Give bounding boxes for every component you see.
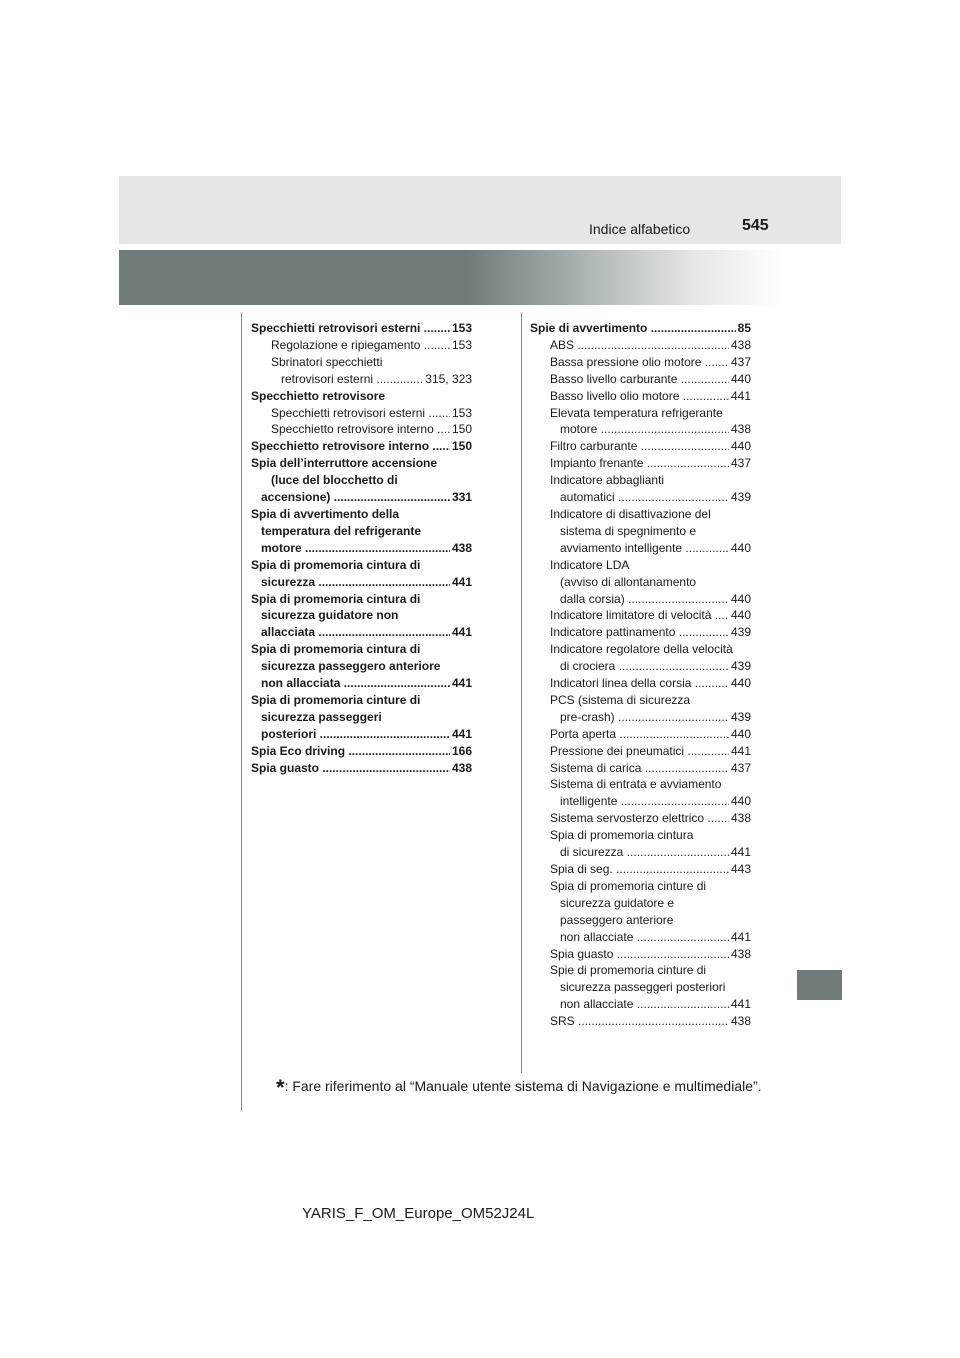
index-entry-text: avviamento intelligente <box>560 540 683 555</box>
index-entry-page: 439 <box>730 490 751 505</box>
index-entry <box>251 354 472 371</box>
index-entry-text: Spia di promemoria cintura <box>550 828 694 843</box>
index-entry-page: 438 <box>730 337 751 352</box>
index-entry <box>251 557 472 574</box>
index-entry <box>530 455 751 472</box>
index-entry-page: 441 <box>730 845 751 860</box>
index-entry-text: posteriori <box>261 726 317 741</box>
index-entry <box>530 421 751 438</box>
index-entry-text: Impianto frenante <box>550 456 644 471</box>
index-entry <box>530 895 751 912</box>
index-entry-text: Filtro carburante <box>550 439 638 454</box>
index-entry-text: sistema di spegnimento e <box>560 523 697 538</box>
index-entry-text: Sistema di entrata e avviamento <box>550 777 722 792</box>
index-entry <box>530 979 751 996</box>
index-entry-text: dalla corsia) <box>560 591 625 606</box>
index-entry-text: Sistema di carica <box>550 760 642 775</box>
index-entry <box>530 912 751 929</box>
index-entry <box>530 675 751 692</box>
index-entry <box>530 388 751 405</box>
index-entry <box>530 827 751 844</box>
column-divider <box>521 313 522 1073</box>
index-entry-text: SRS <box>550 1014 575 1029</box>
index-entry-text: (avviso di allontanamento <box>560 574 697 589</box>
index-entry <box>251 607 472 624</box>
index-entry <box>530 624 751 641</box>
index-entry-text: motore <box>261 540 302 555</box>
index-entry <box>530 878 751 895</box>
index-entry <box>251 692 472 709</box>
index-entry-page: 441 <box>730 388 751 403</box>
index-entry <box>530 1013 751 1030</box>
index-entry <box>530 540 751 557</box>
index-entry <box>251 472 472 489</box>
index-entry <box>530 320 751 337</box>
index-entry <box>530 574 751 591</box>
index-entry-text: Regolazione e ripiegamento <box>271 337 421 352</box>
index-entry-text: Indicatore regolatore della velocità <box>550 642 733 657</box>
index-entry-text: sicurezza passeggeri posteriori <box>560 980 726 995</box>
index-entry-text: accensione) <box>261 490 331 505</box>
index-entry-page: 438 <box>730 422 751 437</box>
index-entry <box>251 591 472 608</box>
index-entry-text: non allacciate <box>560 997 634 1012</box>
index-entry-page: 153 <box>451 321 472 335</box>
index-entry-text: sicurezza <box>261 574 316 589</box>
index-entry-page: 441 <box>451 676 472 691</box>
index-entry <box>530 557 751 574</box>
index-entry-page: 437 <box>730 760 751 775</box>
index-entry <box>530 996 751 1013</box>
index-entry <box>251 506 472 523</box>
index-entry-text: non allacciate <box>560 929 634 944</box>
index-column-left <box>251 320 472 776</box>
index-entry <box>530 929 751 946</box>
index-entry-page: 439 <box>730 625 751 640</box>
index-entry-page: 440 <box>730 726 751 741</box>
index-entry <box>530 776 751 793</box>
index-entry <box>530 709 751 726</box>
index-entry-page: 439 <box>730 659 751 674</box>
index-entry-text: Pressione dei pneumatici <box>550 743 685 758</box>
index-entry-page: 440 <box>730 439 751 454</box>
index-entry-text: di sicurezza <box>560 845 624 860</box>
index-entry-page: 440 <box>730 794 751 809</box>
index-entry-text: Basso livello carburante <box>550 371 678 386</box>
index-entry-text: intelligente <box>560 794 618 809</box>
index-entry-text: Spia Eco driving <box>251 743 346 758</box>
index-entry <box>530 472 751 489</box>
index-entry-text: Sbrinatori specchietti <box>271 354 383 369</box>
index-entry-text: non allacciata <box>261 676 341 691</box>
index-entry-page: 441 <box>451 574 472 589</box>
index-entry <box>251 438 472 455</box>
index-entry-text: Bassa pressione olio motore <box>550 354 702 369</box>
index-entry-text: Indicatore LDA <box>550 557 630 572</box>
index-entry <box>251 675 472 692</box>
index-entry-text: PCS (sistema di sicurezza <box>550 692 691 707</box>
index-entry-text: Specchietti retrovisori esterni <box>251 321 421 335</box>
left-margin-rule <box>241 313 242 1111</box>
index-entry <box>530 354 751 371</box>
index-entry-text: sicurezza passeggeri <box>261 709 382 724</box>
index-entry-text: Spia dell’interruttore accensione <box>251 456 438 471</box>
index-entry <box>251 455 472 472</box>
index-entry-text: Spia di seg. <box>550 862 613 876</box>
page-number: 545 <box>742 217 769 234</box>
index-entry <box>530 641 751 658</box>
index-entry-text: Basso livello olio motore <box>550 388 680 403</box>
index-entry <box>251 421 472 438</box>
index-entry-text: Indicatore di disattivazione del <box>550 506 711 521</box>
index-entry-text: Specchietto retrovisore <box>251 388 386 403</box>
index-entry-text: di crociera <box>560 659 616 674</box>
index-entry-text: (luce del blocchetto di <box>271 473 398 488</box>
index-entry-text: ABS <box>550 337 575 352</box>
index-entry-text: Spia di promemoria cintura di <box>251 642 421 657</box>
index-entry-page: 443 <box>730 862 751 876</box>
index-entry <box>530 371 751 388</box>
index-entry <box>530 523 751 540</box>
index-entry-page: 438 <box>730 811 751 826</box>
index-entry-page: 438 <box>451 540 472 555</box>
index-entry-text: retrovisori esterni <box>281 371 374 386</box>
index-entry-page: 441 <box>451 625 472 640</box>
index-entry-text: Spia guasto <box>251 760 320 775</box>
index-entry <box>251 388 472 405</box>
index-entry-page: 153 <box>451 405 472 420</box>
index-entry-page: 439 <box>730 709 751 724</box>
index-entry-text: Indicatore pattinamento <box>550 625 676 640</box>
index-entry-page: 438 <box>730 946 751 961</box>
index-entry-page: 150 <box>451 439 472 454</box>
index-entry <box>530 607 751 624</box>
index-entry-text: Spia di promemoria cintura di <box>251 557 421 572</box>
section-title: Indice alfabetico <box>589 221 691 237</box>
index-entry-text: Specchietto retrovisore interno <box>271 422 434 437</box>
index-entry <box>530 337 751 354</box>
index-entry-text: Specchietto retrovisore interno <box>251 439 430 454</box>
footnote-text: : Fare riferimento al “Manuale utente sistema di Navigazione e multimediale”. <box>284 1078 762 1094</box>
index-entry-page: 440 <box>730 371 751 386</box>
index-entry-text: temperatura del refrigerante <box>261 523 422 538</box>
index-entry-text: Spia di avvertimento della <box>251 506 400 521</box>
index-entry <box>530 405 751 422</box>
index-entry-text: Spia di promemoria cinture di <box>251 692 421 707</box>
index-entry <box>251 405 472 422</box>
index-entry <box>251 658 472 675</box>
index-entry-page: 315, 323 <box>425 371 472 386</box>
index-entry-page: 438 <box>451 760 472 775</box>
document-code: YARIS_F_OM_Europe_OM52J24L <box>302 1205 535 1222</box>
index-entry-page: 441 <box>730 997 751 1012</box>
index-entry <box>530 692 751 709</box>
index-entry-text: allacciata <box>261 625 316 640</box>
index-entry-text: sicurezza guidatore e <box>560 895 675 910</box>
index-entry <box>530 489 751 506</box>
index-entry <box>530 946 751 963</box>
index-entry <box>530 438 751 455</box>
index-entry-page: 440 <box>730 608 751 623</box>
index-entry-text: Spie di promemoria cinture di <box>550 963 707 978</box>
index-entry <box>530 962 751 979</box>
chapter-side-tab <box>797 970 842 1000</box>
index-entry-text: Indicatori linea della corsia <box>550 676 692 691</box>
accent-gradient-bar <box>119 250 841 305</box>
index-entry-page: 441 <box>451 726 472 741</box>
index-entry <box>251 371 472 388</box>
index-entry-page: 85 <box>737 321 751 335</box>
index-entry-page: 166 <box>451 743 472 758</box>
index-entry <box>530 844 751 861</box>
index-entry-text: Indicatore limitatore di velocità <box>550 608 712 623</box>
index-entry <box>530 760 751 777</box>
index-entry <box>251 726 472 743</box>
index-entry-text: Elevata temperatura refrigerante <box>550 405 723 420</box>
footnote-asterisk: * <box>276 1075 285 1100</box>
index-entry <box>251 337 472 354</box>
index-entry-page: 437 <box>730 456 751 471</box>
index-entry <box>251 320 472 337</box>
index-entry-page: 441 <box>730 743 751 758</box>
index-entry-text: Indicatore abbaglianti <box>550 473 665 488</box>
index-entry <box>251 574 472 591</box>
index-entry-page: 440 <box>730 676 751 691</box>
index-entry-text: Spia di promemoria cinture di <box>550 878 707 893</box>
index-entry <box>530 591 751 608</box>
index-entry-page: 440 <box>730 591 751 606</box>
index-entry-page: 331 <box>451 490 472 505</box>
index-entry <box>251 523 472 540</box>
index-column-right <box>530 320 751 1030</box>
index-entry <box>251 743 472 760</box>
index-entry-text: Spie di avvertimento <box>530 321 648 335</box>
index-entry <box>530 810 751 827</box>
index-entry-text: pre-crash) <box>560 709 615 724</box>
index-entry <box>251 709 472 726</box>
index-entry-page: 153 <box>451 337 472 352</box>
index-entry <box>530 506 751 523</box>
index-entry-text: Sistema servosterzo elettrico <box>550 811 705 826</box>
index-entry <box>530 726 751 743</box>
index-entry-text: motore <box>560 422 598 437</box>
index-entry-text: Specchietti retrovisori esterni <box>271 405 426 420</box>
index-entry-page: 150 <box>451 422 472 437</box>
index-entry-text: automatici <box>560 490 615 505</box>
header-band <box>119 176 841 244</box>
index-entry <box>530 658 751 675</box>
index-entry-page: 441 <box>730 929 751 944</box>
footnote <box>276 1075 762 1101</box>
index-entry <box>530 861 751 878</box>
index-entry-page: 437 <box>730 354 751 369</box>
index-entry-text: Spia di promemoria cintura di <box>251 591 421 606</box>
index-entry <box>251 489 472 506</box>
index-entry-page: 438 <box>730 1014 751 1029</box>
index-entry <box>251 624 472 641</box>
index-entry <box>530 793 751 810</box>
index-entry-text: sicurezza passeggero anteriore <box>261 659 441 674</box>
index-entry-text: Porta aperta <box>550 726 617 741</box>
index-entry-text: passeggero anteriore <box>560 912 674 927</box>
index-entry <box>251 540 472 557</box>
index-entry-text: Spia guasto <box>550 946 614 961</box>
index-entry <box>530 743 751 760</box>
index-entry <box>251 760 472 777</box>
index-entry <box>251 641 472 658</box>
index-entry-page: 440 <box>730 540 751 555</box>
index-entry-text: sicurezza guidatore non <box>261 608 399 623</box>
